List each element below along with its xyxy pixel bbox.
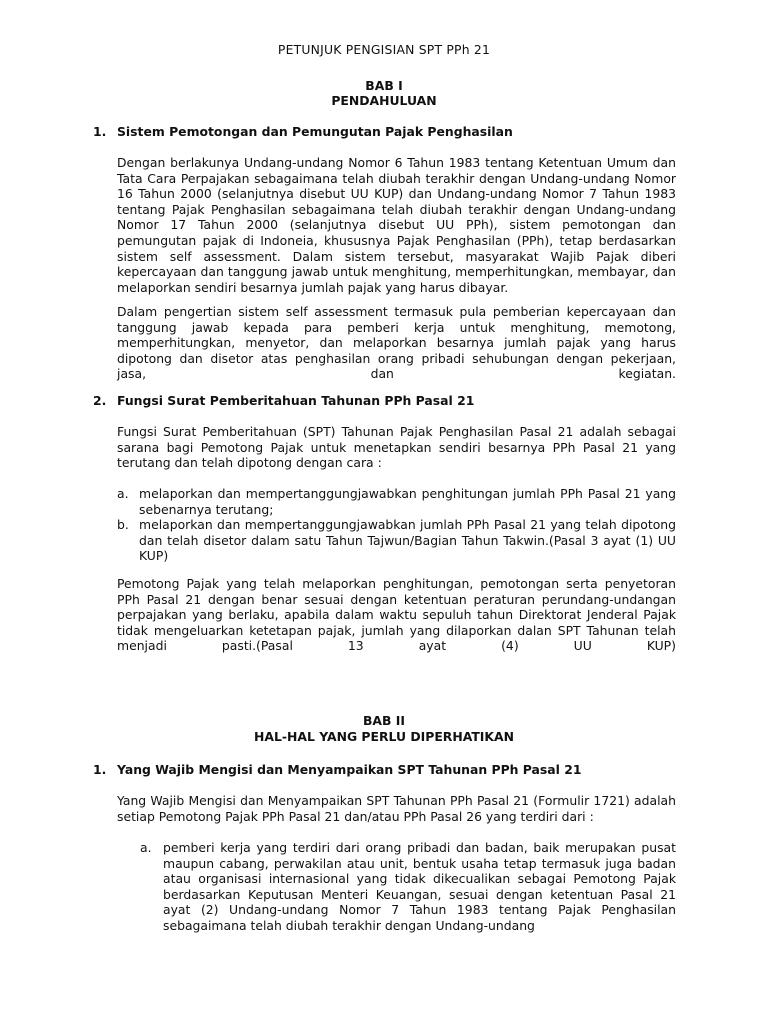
section-number: 1. <box>93 124 107 139</box>
bab2-label: BAB II <box>362 713 405 728</box>
list-item-text: melaporkan dan mempertanggungjawabkan penghitungan jumlah PPh Pasal 21 yang sebenarnya terutang; <box>139 486 676 517</box>
section-heading <box>93 393 474 409</box>
section-number: 1. <box>93 762 107 777</box>
section-heading-text: Yang Wajib Mengisi dan Menyampaikan SPT Tahunan PPh Pasal 21 <box>117 762 582 777</box>
section-heading <box>93 124 513 140</box>
section-heading <box>93 762 581 778</box>
bab1-title: PENDAHULUAN <box>331 93 437 108</box>
paragraph: Dengan berlakunya Undang-undang Nomor 6 Tahun 1983 tentang Ketentuan Umum dan Tata Cara Perpajakan sebagaimana telah diubah terakhir dengan Undang-undang Nomor 16 Tahun 2000 (selanjutnya disebut UU KUP) dan Undang-undang Nomor 7 Tahun 1983 tentang Pajak Penghasilan sebagaimana telah diubah terakhir dengan Undang-undang Nomor 17 Tahun 2000 (selanjutnya disebut UU PPh), sistem pemotongan dan pemungutan pajak di Indoneia, khususnya Pajak Penghasilan (PPh), tetap berdasarkan sistem self assessment. Dalam sistem tersebut, masyarakat Wajib Pajak diberi kepercayaan dan tanggung jawab untuk menghitung, memperhitungkan, membayar, dan melaporkan sendiri besarnya jumlah pajak yang harus dibayar. <box>117 155 676 295</box>
paragraph: Yang Wajib Mengisi dan Menyampaikan SPT Tahunan PPh Pasal 21 (Formulir 1721) adalah setiap Pemotong Pajak PPh Pasal 21 dan/atau PPh Pasal 26 yang terdiri dari : <box>117 793 676 824</box>
list-item <box>117 517 676 564</box>
section-heading-text: Fungsi Surat Pemberitahuan Tahunan PPh Pasal 21 <box>117 393 475 408</box>
document-title: PETUNJUK PENGISIAN SPT PPh 21 <box>277 42 491 57</box>
paragraph: Dalam pengertian sistem self assessment termasuk pula pemberian kepercayaan dan tanggung jawab kepada para pemberi kerja untuk menghitung, memotong, memperhitungkan, menyetor, dan melaporkan besarnya jumlah pajak yang harus dipotong dan disetor atas penghasilan orang pribadi sehubungan dengan pekerjaan, jasa, dan kegiatan. <box>117 304 676 382</box>
list-item <box>117 486 676 517</box>
paragraph: Fungsi Surat Pemberitahuan (SPT) Tahunan Pajak Penghasilan Pasal 21 adalah sebagai sarana bagi Pemotong Pajak untuk menetapkan sendiri besarnya PPh Pasal 21 yang terutang dan telah dipotong dengan cara : <box>117 424 676 471</box>
list-marker: b. <box>117 517 129 533</box>
item-list <box>117 486 676 564</box>
list-item-text: pemberi kerja yang terdiri dari orang pribadi dan badan, baik merupakan pusat maupun cabang, perwakilan atau unit, bentuk usaha tetap termasuk juga badan atau organisasi internasional yang tidak dikecualikan sebagai Pemotong Pajak berdasarkan Keputusan Menteri Keuangan, sesuai dengan ketentuan Pasal 21 ayat (2) Undang-undang Nomor 7 Tahun 1983 tentang Pajak Penghasilan sebagaimana telah diubah terakhir dengan Undang-undang <box>163 840 676 933</box>
section-number: 2. <box>93 393 107 408</box>
paragraph: Pemotong Pajak yang telah melaporkan penghitungan, pemotongan serta penyetoran PPh Pasal 21 dengan benar sesuai dengan ketentuan peraturan perundang-undangan perpajakan yang berlaku, apabila dalam waktu sepuluh tahun Direktorat Jenderal Pajak tidak mengeluarkan ketetapan pajak, jumlah yang dilaporkan dalan SPT Tahunan telah menjadi pasti.(Pasal 13 ayat (4) UU KUP) <box>117 576 676 654</box>
bab2-title: HAL-HAL YANG PERLU DIPERHATIKAN <box>254 729 514 744</box>
bab1-label: BAB I <box>365 78 403 93</box>
list-marker: a. <box>140 840 152 855</box>
list-item-text: melaporkan dan mempertanggungjawabkan jumlah PPh Pasal 21 yang telah dipotong dan telah disetor dalam satu Tahun Tajwun/Bagian Tahun Takwin.(Pasal 3 ayat (1) UU KUP) <box>139 517 676 564</box>
list-marker: a. <box>117 486 129 501</box>
list-item <box>140 840 676 934</box>
item-list <box>140 840 676 934</box>
section-heading-text: Sistem Pemotongan dan Pemungutan Pajak Penghasilan <box>117 124 513 139</box>
